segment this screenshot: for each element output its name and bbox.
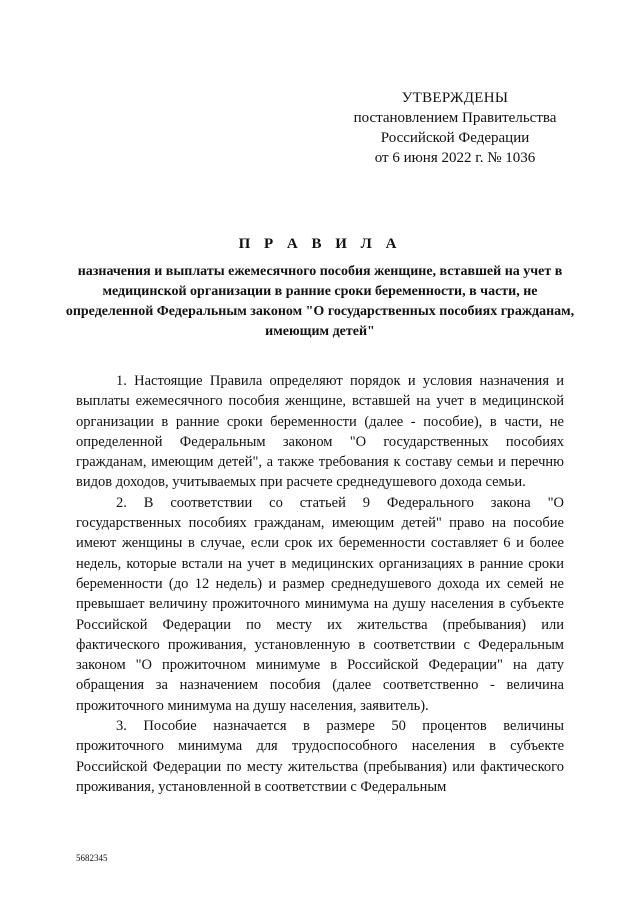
paragraph-3: 3. Пособие назначается в размере 50 процентов величины прожиточного минимума для трудоспособного населения в субъекте Российской Федерации по месту жительства (пребывания) или фактического проживания, установленной в соответствии с Федеральным xyxy=(76,718,564,795)
document-subtitle: назначения и выплаты ежемесячного пособия женщине, вставшей на учет в медицинской организации в ранние сроки беременности, в части, не определенной Федеральным законом "О государственных пособиях гражданам, имеющим детей" xyxy=(65,264,575,339)
document-title: П Р А В И Л А xyxy=(238,236,402,252)
approval-line-1: постановлением Правительства xyxy=(353,110,557,126)
approval-line-2: Российской Федерации xyxy=(380,130,530,146)
approval-title: УТВЕРЖДЕНЫ xyxy=(401,90,509,106)
document-body xyxy=(76,371,564,797)
paragraph-1: 1. Настоящие Правила определяют порядок и условия назначения и выплаты ежемесячного пособия женщине, вставшей на учет в медицинской организации в ранние сроки беременности (далее - пособие), в части, не определенной Федеральным законом "О государственных пособиях гражданам, имеющим детей", а также требования к составу семьи и перечню видов доходов, учитываемых при расчете среднедушевого дохода семьи. xyxy=(76,373,564,491)
document-number: 5682345 xyxy=(76,853,108,863)
approval-block xyxy=(340,88,570,168)
paragraph-2: 2. В соответствии со статьей 9 Федерального закона "О государственных пособиях гражданам, имеющим детей" право на пособие имеют женщины в случае, если срок их беременности составляет 6 и более недель, которые встали на учет в медицинских организациях в ранние сроки беременности (до 12 недель) и размер среднедушевого дохода их семей не превышает величину прожиточного минимума на душу населения в субъекте Российской Федерации по месту их жительства (пребывания) или фактического проживания, установленную в соответствии с Федеральным законом "О прожиточном минимуме в Российской Федерации" на дату обращения за назначением пособия (далее соответственно - величина прожиточного минимума на душу населения, заявитель). xyxy=(76,494,564,714)
approval-line-3: от 6 июня 2022 г. № 1036 xyxy=(374,150,536,166)
